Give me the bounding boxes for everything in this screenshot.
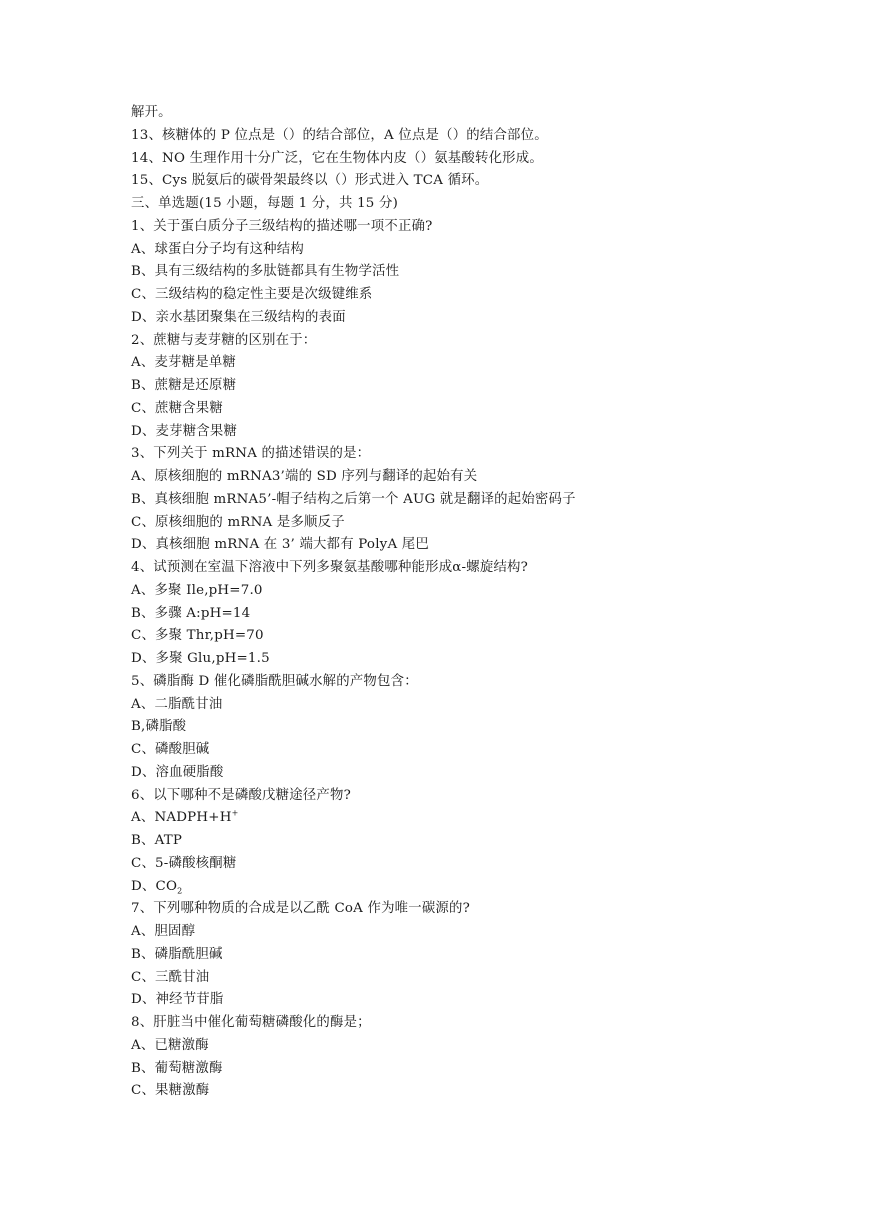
text-line: 解开。 [131, 105, 172, 120]
question-6-option-d [131, 876, 851, 899]
option-text: D、CO [131, 878, 178, 894]
question-7: 7、下列哪种物质的合成是以乙酰 CoA 作为唯一碳源的? [131, 901, 470, 917]
question-1: 1、关于蛋白质分子三级结构的描述哪一项不正确? [131, 218, 433, 234]
question-8-option-c: C、果糖激酶 [131, 1083, 210, 1099]
question-7-option-a: A、胆固醇 [131, 924, 196, 939]
question-3-option-d: D、真核细胞 mRNA 在 3’ 端大都有 PolyA 尾巴 [131, 537, 429, 553]
question-6-option-b: B、ATP [131, 833, 183, 848]
question-3: 3、下列关于 mRNA 的描述错误的是： [131, 446, 371, 462]
question-3-option-a: A、原核细胞的 mRNA3’端的 SD 序列与翻译的起始有关 [131, 469, 478, 484]
question-3-option-b: B、真核细胞 mRNA5’-帽子结构之后第一个 AUG 就是翻译的起始密码子 [131, 491, 576, 507]
question-2: 2、蔗糖与麦芽糖的区别在于： [131, 332, 317, 348]
question-5-option-a: A、二脂酰甘油 [131, 696, 223, 712]
question-2-option-b: B、蔗糖是还原糖 [131, 378, 237, 393]
question-5-option-b: B,磷脂酸 [131, 719, 187, 735]
question-5-option-c: C、磷酸胆碱 [131, 742, 210, 757]
question-1-option-c: C、三级结构的稳定性主要是次级键维系 [131, 287, 373, 302]
section-heading: 三、单选题(15 小题，每题 1 分，共 15 分) [131, 196, 398, 211]
question-1-option-a: A、球蛋白分子均有这种结构 [131, 241, 304, 257]
question-6: 6、以下哪种不是磷酸戊糖途径产物? [131, 787, 351, 803]
fill-blank-question-14: 14、NO 生理作用十分广泛，它在生物体内皮（）氨基酸转化形成。 [131, 150, 543, 166]
question-4: 4、试预测在室温下溶液中下列多聚氨基酸哪种能形成α-螺旋结构? [131, 560, 529, 575]
subscript: 2 [177, 886, 183, 896]
question-text-block [131, 102, 851, 1103]
question-4-option-c: C、多聚 Thr,pH=70 [131, 628, 264, 644]
question-4-option-b: B、多骤 A:pH=14 [131, 605, 251, 621]
fill-blank-question-13: 13、核糖体的 P 位点是（）的结合部位，A 位点是（）的结合部位。 [131, 127, 548, 143]
question-7-option-b: B、磷脂酰胆碱 [131, 946, 223, 962]
question-2-option-a: A、麦芽糖是单糖 [131, 355, 237, 371]
fill-blank-question-15: 15、Cys 脱氨后的碳骨架最终以（）形式进入 TCA 循环。 [131, 173, 489, 189]
option-text: A、NADPH+H [131, 810, 232, 826]
question-4-option-d: D、多聚 Glu,pH=1.5 [131, 651, 270, 666]
question-2-option-c: C、蔗糖含果糖 [131, 400, 223, 416]
question-8: 8、肝脏当中催化葡萄糖磷酸化的酶是； [131, 1015, 371, 1030]
question-6-option-a [131, 807, 851, 830]
question-2-option-d: D、麦芽糖含果糖 [131, 423, 238, 439]
question-1-option-b: B、具有三级结构的多肽链都具有生物学活性 [131, 264, 400, 280]
question-7-option-c: C、三酰甘油 [131, 969, 210, 985]
question-3-option-c: C、原核细胞的 mRNA 是多顺反子 [131, 514, 345, 530]
superscript: + [231, 808, 239, 818]
question-8-option-b: B、葡萄糖激酶 [131, 1060, 223, 1076]
question-7-option-d: D、神经节苷脂 [131, 992, 224, 1008]
question-5-option-d: D、溶血硬脂酸 [131, 764, 224, 780]
question-6-option-c: C、5-磷酸核酮糖 [131, 855, 237, 871]
question-8-option-a: A、已糖激酶 [131, 1037, 209, 1053]
question-5: 5、磷脂酶 D 催化磷脂酰胆碱水解的产物包含： [131, 673, 418, 689]
question-1-option-d: D、亲水基团聚集在三级结构的表面 [131, 309, 346, 325]
question-4-option-a: A、多聚 Ile,pH=7.0 [131, 582, 263, 598]
